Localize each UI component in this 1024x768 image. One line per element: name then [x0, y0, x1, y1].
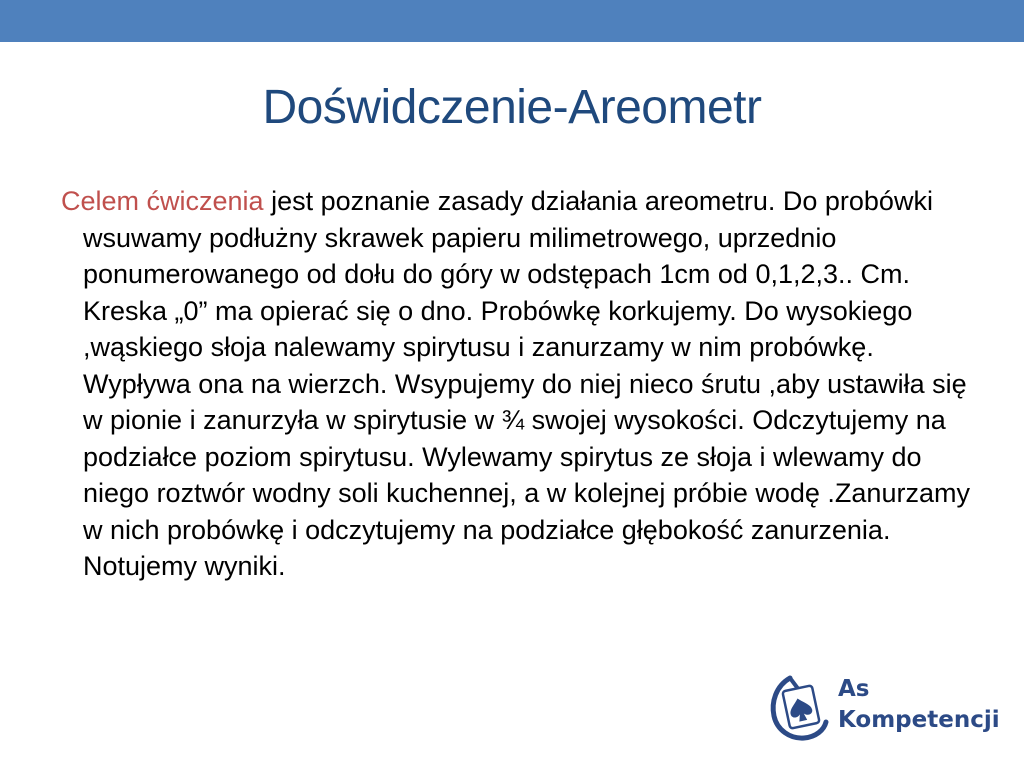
logo-line-1: As: [838, 676, 870, 702]
logo-text: [838, 674, 1000, 736]
spade-card-icon: [768, 672, 834, 744]
highlight-text: Celem ćwiczenia: [61, 186, 264, 216]
slide-title: Doświdczenie-Areometr: [262, 81, 762, 134]
logo: [768, 672, 1000, 744]
logo-line-2: Kompetencji: [838, 707, 1000, 733]
top-accent-bar: [0, 0, 1024, 42]
body-text: jest poznanie zasady działania areometru. Do probówki wsuwamy podłużny skrawek papieru milimetrowego, uprzednio ponumerowanego od dołu do góry w odstępach 1cm od 0,1,2,3.. Cm. Kreska „0” ma opierać się o dno. Probówkę korkujemy. Do wysokiego ,wąskiego słoja nalewamy spirytusu i zanurzamy w nim probówkę. Wypływa ona na wierzch. Wsypujemy do niej nieco śrutu ,aby ustawiła się w pionie i zanurzyła w spirytusie w ¾ swojej wysokości. Odczytujemy na podziałce poziom spirytusu. Wylewamy spirytus ze słoja i wlewamy do niego roztwór wodny soli kuchennej, a w kolejnej próbie wodę .Zanurzamy w nich probówkę i odczytujemy na podziałce głębokość zanurzenia. Notujemy wyniki.: [83, 186, 970, 581]
slide-body: [61, 183, 988, 585]
